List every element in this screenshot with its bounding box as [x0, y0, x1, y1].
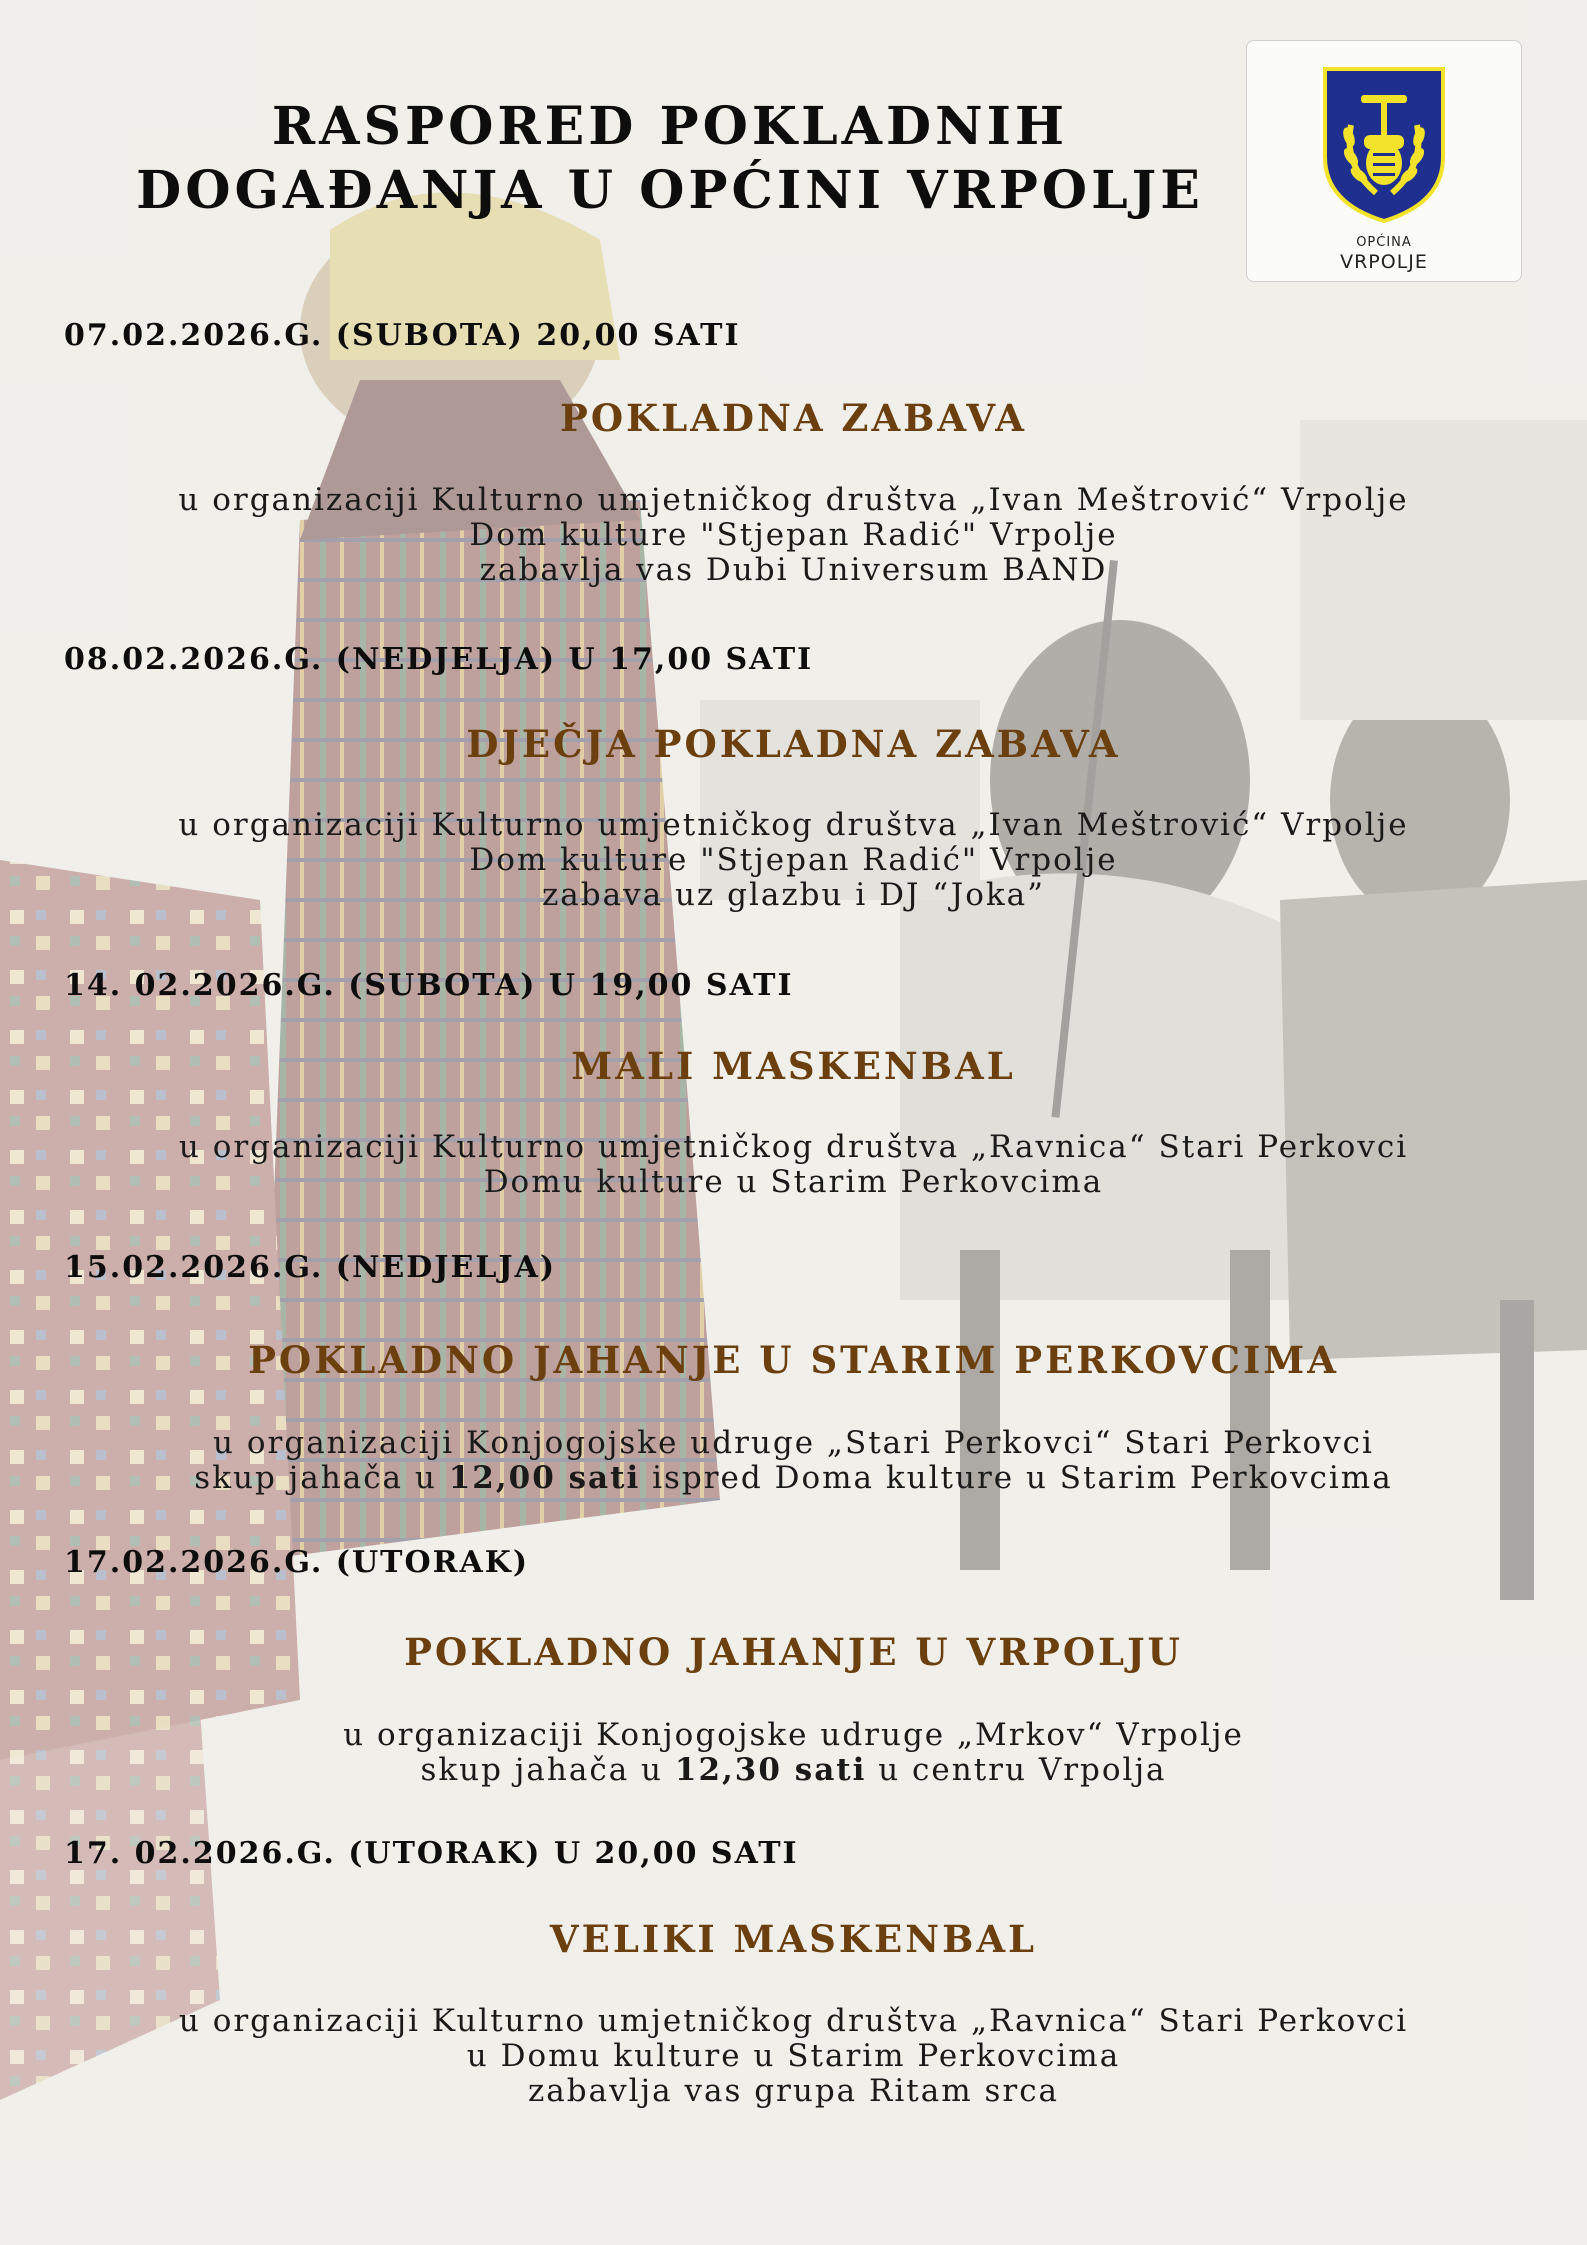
event-5-line-2	[40, 1753, 1547, 1788]
event-1-line-1: u organizaciji Kulturno umjetničkog društva „Ivan Meštrović“ Vrpolje	[178, 482, 1409, 518]
event-6-description	[40, 2004, 1547, 2109]
event-5-line-1: u organizaciji Konjogojske udruge „Mrkov“ Vrpolje	[343, 1717, 1244, 1753]
event-2-line-3: zabava uz glazbu i DJ “Joka”	[541, 877, 1046, 913]
event-6-line-1: u organizaciji Kulturno umjetničkog društva „Ravnica“ Stari Perkovci	[178, 2003, 1409, 2039]
event-1-line-2: Dom kulture "Stjepan Radić" Vrpolje	[469, 517, 1118, 553]
event-4-line-2-before: skup jahača u	[194, 1460, 449, 1496]
event-6-date: 17. 02.2026.G. (UTORAK) U 20,00 SATI	[64, 1836, 799, 1871]
event-4-description	[40, 1426, 1547, 1496]
event-3-line-1: u organizaciji Kulturno umjetničkog društva „Ravnica“ Stari Perkovci	[178, 1129, 1409, 1165]
event-4-line-2-after: ispred Doma kulture u Starim Perkovcima	[640, 1460, 1393, 1496]
event-6-line-3: zabavlja vas grupa Ritam srca	[527, 2073, 1060, 2109]
page-title	[80, 95, 1260, 223]
coat-of-arms-icon	[1321, 65, 1447, 225]
event-5-title: POKLADNO JAHANJE U VRPOLJU	[404, 1630, 1183, 1674]
event-4-title: POKLADNO JAHANJE U STARIM PERKOVCIMA	[248, 1338, 1339, 1382]
title-line-2: DOGAĐANJA U OPĆINI VRPOLJE	[136, 160, 1204, 221]
logo-caption-top: OPĆINA	[1356, 235, 1412, 250]
event-3-description	[40, 1130, 1547, 1200]
title-line-1: RASPORED POKLADNIH	[271, 96, 1069, 157]
event-5-meeting-time: 12,30 sati	[674, 1752, 867, 1788]
event-3-line-2: Domu kulture u Starim Perkovcima	[483, 1164, 1104, 1200]
event-5-description	[40, 1718, 1547, 1788]
event-1-date: 07.02.2026.G. (SUBOTA) 20,00 SATI	[64, 318, 741, 353]
event-5-date: 17.02.2026.G. (UTORAK)	[64, 1545, 530, 1580]
municipality-logo	[1246, 40, 1522, 282]
event-1-line-3: zabavlja vas Dubi Universum BAND	[479, 552, 1108, 588]
event-6-title: VELIKI MASKENBAL	[549, 1917, 1038, 1961]
event-2-line-1: u organizaciji Kulturno umjetničkog društva „Ivan Meštrović“ Vrpolje	[178, 807, 1409, 843]
logo-caption-name: VRPOLJE	[1340, 251, 1428, 273]
event-5-line-2-before: skup jahača u	[420, 1752, 675, 1788]
event-2-line-2: Dom kulture "Stjepan Radić" Vrpolje	[469, 842, 1118, 878]
event-5-line-2-after: u centru Vrpolja	[866, 1752, 1167, 1788]
event-2-date: 08.02.2026.G. (NEDJELJA) U 17,00 SATI	[64, 642, 814, 677]
event-4-date: 15.02.2026.G. (NEDJELJA)	[64, 1250, 557, 1285]
event-6-line-2: u Domu kulture u Starim Perkovcima	[466, 2038, 1121, 2074]
event-3-title: MALI MASKENBAL	[571, 1044, 1016, 1088]
event-2-title: DJEČJA POKLADNA ZABAVA	[466, 722, 1121, 766]
event-4-line-1: u organizaciji Konjogojske udruge „Stari Perkovci“ Stari Perkovci	[213, 1425, 1374, 1461]
event-4-line-2	[40, 1461, 1547, 1496]
event-1-description	[40, 483, 1547, 588]
event-1-title: POKLADNA ZABAVA	[560, 396, 1027, 440]
event-4-meeting-time: 12,00 sati	[448, 1460, 641, 1496]
event-2-description	[40, 808, 1547, 913]
event-3-date: 14. 02.2026.G. (SUBOTA) U 19,00 SATI	[64, 968, 794, 1003]
